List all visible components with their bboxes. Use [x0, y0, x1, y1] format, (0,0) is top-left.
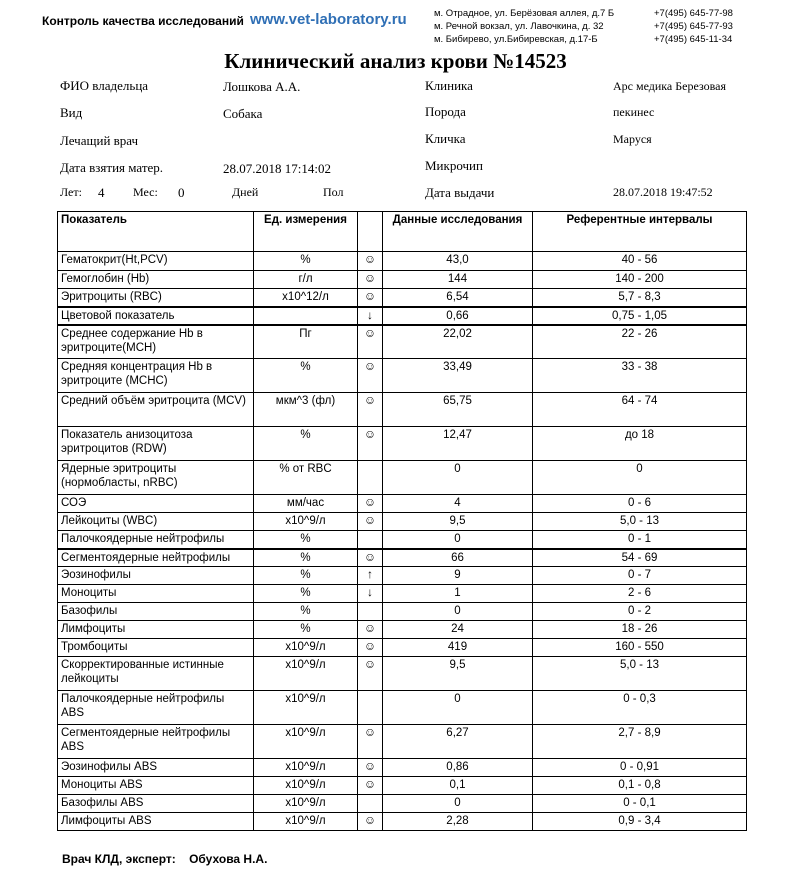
table-row — [58, 252, 747, 271]
row-indicator: Показатель анизоцитоза эритроцитов (RDW) — [58, 427, 254, 461]
row-reference: 54 - 69 — [533, 549, 747, 567]
months-label: Мес: — [133, 185, 158, 199]
row-indicator: Гемоглобин (Hb) — [58, 271, 254, 289]
row-unit: x10^9/л — [254, 795, 358, 813]
row-value: 24 — [383, 621, 533, 639]
row-reference: 33 - 38 — [533, 359, 747, 393]
smiley-icon: ☺ — [358, 427, 383, 461]
smiley-icon: ☺ — [358, 359, 383, 393]
row-indicator: Сегментоядерные нейтрофилы — [58, 549, 254, 567]
row-unit: x10^9/л — [254, 513, 358, 531]
row-indicator: Эозинофилы ABS — [58, 759, 254, 777]
expert-signature — [62, 852, 267, 866]
row-unit: x10^9/л — [254, 639, 358, 657]
row-value: 0,66 — [383, 307, 533, 325]
table-row — [58, 759, 747, 777]
row-unit: x10^9/л — [254, 759, 358, 777]
header-indicator: Показатель — [58, 212, 254, 252]
smiley-icon: ☺ — [358, 289, 383, 307]
row-unit: x10^9/л — [254, 813, 358, 831]
row-value: 6,27 — [383, 725, 533, 759]
table-row — [58, 549, 747, 567]
row-value: 9,5 — [383, 657, 533, 691]
quality-control-label: Контроль качества исследований — [42, 14, 244, 28]
row-value: 0,1 — [383, 777, 533, 795]
row-indicator: Базофилы ABS — [58, 795, 254, 813]
years-value: 4 — [98, 185, 105, 200]
address-phone: +7(495) 645-11-34 — [654, 34, 733, 45]
row-indicator: Эритроциты (RBC) — [58, 289, 254, 307]
date-value: 28.07.2018 17:14:02 — [223, 161, 331, 176]
results-table — [57, 211, 747, 831]
row-indicator: Палочкоядерные нейтрофилы ABS — [58, 691, 254, 725]
row-unit: % — [254, 359, 358, 393]
smiley-icon: ☺ — [358, 725, 383, 759]
date-label: Дата взятия матер. — [60, 160, 164, 175]
row-reference: 0 - 2 — [533, 603, 747, 621]
row-value: 9 — [383, 567, 533, 585]
row-reference: 2,7 - 8,9 — [533, 725, 747, 759]
row-indicator: Цветовой показатель — [58, 307, 254, 325]
row-indicator: Эозинофилы — [58, 567, 254, 585]
table-row — [58, 359, 747, 393]
row-reference: 2 - 6 — [533, 585, 747, 603]
row-unit: % — [254, 621, 358, 639]
address-phone: +7(495) 645-77-93 — [654, 21, 733, 32]
row-reference: до 18 — [533, 427, 747, 461]
table-row — [58, 657, 747, 691]
row-indicator: Базофилы — [58, 603, 254, 621]
row-unit: мкм^3 (фл) — [254, 393, 358, 427]
row-value: 0 — [383, 461, 533, 495]
row-reference: 0 - 0,3 — [533, 691, 747, 725]
row-flag — [358, 691, 383, 725]
table-row — [58, 271, 747, 289]
row-value: 22,02 — [383, 325, 533, 359]
row-reference: 0 - 6 — [533, 495, 747, 513]
row-value: 0 — [383, 603, 533, 621]
clinic-label: Клиника — [425, 78, 473, 93]
table-row — [58, 725, 747, 759]
row-value: 0 — [383, 795, 533, 813]
table-row — [58, 639, 747, 657]
table-row — [58, 393, 747, 427]
row-unit: % — [254, 531, 358, 549]
row-indicator: Ядерные эритроциты (нормобласты, nRBC) — [58, 461, 254, 495]
table-row — [58, 795, 747, 813]
sex-label: Пол — [323, 185, 344, 199]
pet-name-label: Кличка — [425, 131, 466, 146]
smiley-icon: ☺ — [358, 621, 383, 639]
address-phone: +7(495) 645-77-98 — [654, 8, 733, 19]
owner-value: Лошкова А.А. — [223, 79, 301, 94]
row-flag — [358, 461, 383, 495]
row-indicator: Средняя концентрация Hb в эритроците (MCHC) — [58, 359, 254, 393]
row-reference: 0,75 - 1,05 — [533, 307, 747, 325]
chip-label: Микрочип — [425, 158, 483, 173]
days-label: Дней — [232, 185, 259, 199]
address-row — [434, 20, 734, 33]
species-label: Вид — [60, 105, 83, 120]
smiley-icon: ☺ — [358, 495, 383, 513]
table-row — [58, 567, 747, 585]
row-value: 0,86 — [383, 759, 533, 777]
row-indicator: Среднее содержание Hb в эритроците(MCH) — [58, 325, 254, 359]
row-flag — [358, 603, 383, 621]
row-value: 43,0 — [383, 252, 533, 271]
species-value: Собака — [223, 106, 263, 121]
row-reference: 0,1 - 0,8 — [533, 777, 747, 795]
report-title: Клинический анализ крови №14523 — [224, 49, 567, 73]
doctor-label: Лечащий врач — [60, 133, 139, 148]
row-indicator: Сегментоядерные нейтрофилы ABS — [58, 725, 254, 759]
row-value: 9,5 — [383, 513, 533, 531]
years-label: Лет: — [60, 185, 82, 199]
smiley-icon: ☺ — [358, 513, 383, 531]
smiley-icon: ☺ — [358, 271, 383, 289]
address-row — [434, 7, 734, 20]
table-row — [58, 531, 747, 549]
table-row — [58, 307, 747, 325]
table-row — [58, 585, 747, 603]
row-value: 1 — [383, 585, 533, 603]
months-value: 0 — [178, 185, 185, 200]
arrow-down-icon: ↓ — [358, 307, 383, 325]
row-reference: 0 - 0,91 — [533, 759, 747, 777]
row-reference: 40 - 56 — [533, 252, 747, 271]
table-header-row — [58, 212, 747, 252]
row-value: 12,47 — [383, 427, 533, 461]
row-indicator: Лимфоциты ABS — [58, 813, 254, 831]
row-reference: 64 - 74 — [533, 393, 747, 427]
smiley-icon: ☺ — [358, 777, 383, 795]
row-unit: % от RBC — [254, 461, 358, 495]
row-value: 33,49 — [383, 359, 533, 393]
clinic-value: Арс медика Березовая — [613, 79, 726, 93]
row-unit: % — [254, 427, 358, 461]
row-indicator: Тромбоциты — [58, 639, 254, 657]
row-indicator: Моноциты — [58, 585, 254, 603]
table-row — [58, 603, 747, 621]
address-text: м. Отрадное, ул. Берёзовая аллея, д.7 Б — [434, 8, 615, 19]
expert-label: Врач КЛД, эксперт: — [62, 852, 176, 866]
row-unit: % — [254, 603, 358, 621]
smiley-icon: ☺ — [358, 813, 383, 831]
website-link[interactable]: www.vet-laboratory.ru — [250, 11, 407, 28]
row-unit: x10^12/л — [254, 289, 358, 307]
issue-date-value: 28.07.2018 19:47:52 — [613, 185, 713, 199]
row-unit: % — [254, 567, 358, 585]
row-value: 419 — [383, 639, 533, 657]
row-unit: % — [254, 252, 358, 271]
address-text: м. Речной вокзал, ул. Лавочкина, д. 32 — [434, 21, 604, 32]
row-indicator: Скорректированные истинные лейкоциты — [58, 657, 254, 691]
table-body — [58, 252, 747, 831]
table-row — [58, 813, 747, 831]
row-unit: мм/час — [254, 495, 358, 513]
row-value: 6,54 — [383, 289, 533, 307]
row-unit: % — [254, 585, 358, 603]
address-text: м. Бибирево, ул.Бибиревская, д.17-Б — [434, 34, 598, 45]
row-indicator: Лейкоциты (WBC) — [58, 513, 254, 531]
table-row — [58, 495, 747, 513]
row-reference: 0,9 - 3,4 — [533, 813, 747, 831]
row-reference: 5,7 - 8,3 — [533, 289, 747, 307]
row-value: 0 — [383, 691, 533, 725]
smiley-icon: ☺ — [358, 252, 383, 271]
row-unit: x10^9/л — [254, 777, 358, 795]
row-indicator: Моноциты ABS — [58, 777, 254, 795]
row-value: 144 — [383, 271, 533, 289]
row-value: 4 — [383, 495, 533, 513]
row-flag — [358, 531, 383, 549]
table-row — [58, 691, 747, 725]
table-row — [58, 513, 747, 531]
arrow-up-icon: ↑ — [358, 567, 383, 585]
row-unit: x10^9/л — [254, 657, 358, 691]
table-row — [58, 777, 747, 795]
table-row — [58, 289, 747, 307]
row-reference: 5,0 - 13 — [533, 513, 747, 531]
breed-value: пекинес — [613, 105, 655, 119]
row-value: 2,28 — [383, 813, 533, 831]
owner-label: ФИО владельца — [60, 78, 149, 93]
row-indicator: Средний объём эритроцита (MCV) — [58, 393, 254, 427]
row-reference: 140 - 200 — [533, 271, 747, 289]
header-unit: Ед. измерения — [254, 212, 358, 252]
table-row — [58, 325, 747, 359]
smiley-icon: ☺ — [358, 325, 383, 359]
row-indicator: Гематокрит(Ht,PCV) — [58, 252, 254, 271]
row-reference: 0 - 7 — [533, 567, 747, 585]
row-reference: 0 - 0,1 — [533, 795, 747, 813]
row-reference: 0 — [533, 461, 747, 495]
row-reference: 160 - 550 — [533, 639, 747, 657]
issue-date-label: Дата выдачи — [425, 185, 495, 200]
row-reference: 18 - 26 — [533, 621, 747, 639]
row-indicator: Палочкоядерные нейтрофилы — [58, 531, 254, 549]
smiley-icon: ☺ — [358, 639, 383, 657]
header-value: Данные исследования — [383, 212, 533, 252]
row-unit: x10^9/л — [254, 691, 358, 725]
address-list — [434, 0, 734, 46]
row-reference: 5,0 - 13 — [533, 657, 747, 691]
row-flag — [358, 795, 383, 813]
smiley-icon: ☺ — [358, 657, 383, 691]
report-header — [0, 0, 791, 46]
table-row — [58, 427, 747, 461]
row-indicator: СОЭ — [58, 495, 254, 513]
breed-label: Порода — [425, 104, 466, 119]
row-unit: % — [254, 549, 358, 567]
row-reference: 22 - 26 — [533, 325, 747, 359]
header-flag — [358, 212, 383, 252]
row-unit: Пг — [254, 325, 358, 359]
table-row — [58, 621, 747, 639]
row-value: 65,75 — [383, 393, 533, 427]
arrow-down-icon: ↓ — [358, 585, 383, 603]
smiley-icon: ☺ — [358, 549, 383, 567]
row-value: 0 — [383, 531, 533, 549]
row-indicator: Лимфоциты — [58, 621, 254, 639]
expert-name: Обухова Н.А. — [189, 852, 268, 866]
pet-name-value: Маруся — [613, 132, 652, 146]
smiley-icon: ☺ — [358, 759, 383, 777]
row-reference: 0 - 1 — [533, 531, 747, 549]
row-unit: г/л — [254, 271, 358, 289]
row-unit: x10^9/л — [254, 725, 358, 759]
address-row — [434, 33, 734, 46]
row-unit — [254, 307, 358, 325]
table-row — [58, 461, 747, 495]
row-value: 66 — [383, 549, 533, 567]
header-reference: Референтные интервалы — [533, 212, 747, 252]
smiley-icon: ☺ — [358, 393, 383, 427]
